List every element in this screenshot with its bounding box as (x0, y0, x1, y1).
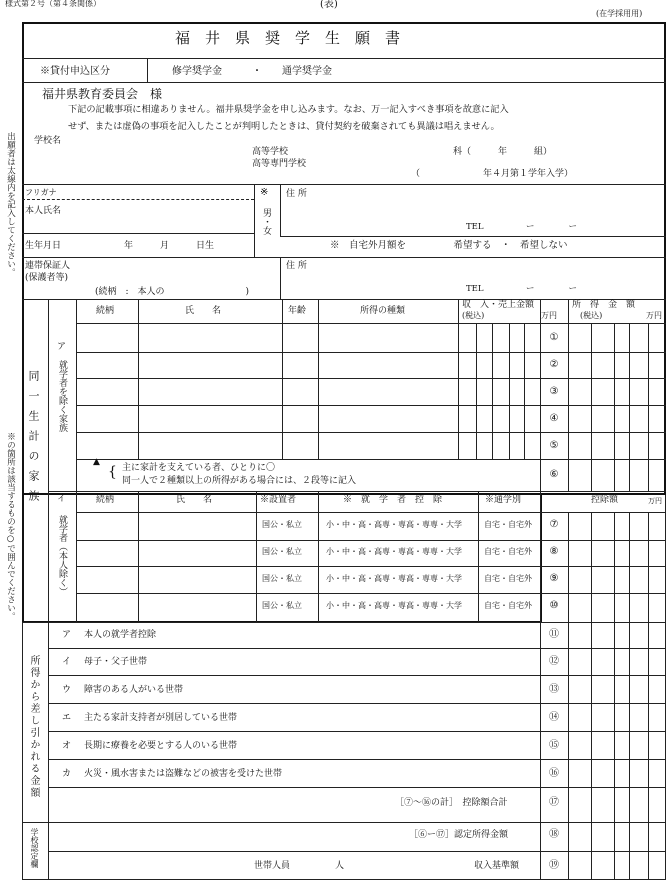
declaration-line-1: 下記の記載事項に相違ありません。福井県奨学金を申し込みます。なお、万一記入すべき事項を故意に記入 (68, 104, 509, 115)
loan-option-commute[interactable]: 通学奨学金 (282, 66, 332, 77)
deduction-total-label: ［⑦〜⑯の計］ 控除額合計 (395, 798, 508, 808)
sex-select[interactable]: 男・女 (261, 208, 271, 235)
side-label: (表) (320, 0, 338, 10)
adoption-type: (在学採用用) (596, 9, 643, 18)
note-multiple-income: 同一人で２種類以上の所得がある場合には、２段等に記入 (122, 476, 357, 486)
applicant-name-label: 本人氏名 (25, 206, 62, 216)
entry-year-field[interactable]: （ 年４月第１学年入学） (411, 169, 574, 179)
household-members-field[interactable]: 世帯人員 人 (254, 861, 345, 871)
loan-type-label: ※貸付申込区分 (40, 66, 110, 77)
certified-income-label: ［⑥ー⑰］認定所得金額 (409, 830, 509, 840)
guarantor-relation[interactable]: (続柄 : 本人の ) (95, 287, 250, 297)
school-name-label: 学校名 (34, 136, 62, 146)
applicant-tel[interactable]: TEL ー ー (466, 222, 578, 232)
school-cert-label: 学校認定欄 (30, 828, 39, 868)
deductions-section-label: 所得から差し引かれる金額 (28, 655, 39, 799)
form-number: 様式第２号（第４条関係） (5, 0, 101, 8)
course-field[interactable]: 科（ 年 組） (453, 147, 553, 157)
arrow-up-icon: ▲ (93, 457, 100, 467)
loan-option-study[interactable]: 修学奨学金 (172, 66, 222, 77)
outside-home-option[interactable]: ※ 自宅外月額を 希望する ・ 希望しない (330, 240, 568, 251)
dob-field[interactable]: 生年月日 年 月 日生 (25, 241, 215, 251)
income-standard-label: 収入基準額 (474, 861, 520, 871)
note-main-supporter: 主に家計を支えている者、ひとりに〇 (122, 463, 276, 473)
page-title: 福 井 県 奨 学 生 願 書 (175, 29, 401, 47)
household-section-label: 同一生計の家族 (27, 370, 40, 510)
addressee: 福井県教育委員会 様 (42, 87, 163, 101)
declaration-line-2: せず、または虚偽の事項を記入したことが判明したときは、貸付契約を破棄されても異議は唱えません。 (68, 121, 500, 132)
margin-note-2: ※の箇所は該当するものを○で囲んでください。 (5, 432, 16, 621)
margin-note-1: 出願者は太線内を記入してください。 (5, 132, 16, 277)
guarantor-tel[interactable]: TEL ー ー (466, 284, 578, 294)
